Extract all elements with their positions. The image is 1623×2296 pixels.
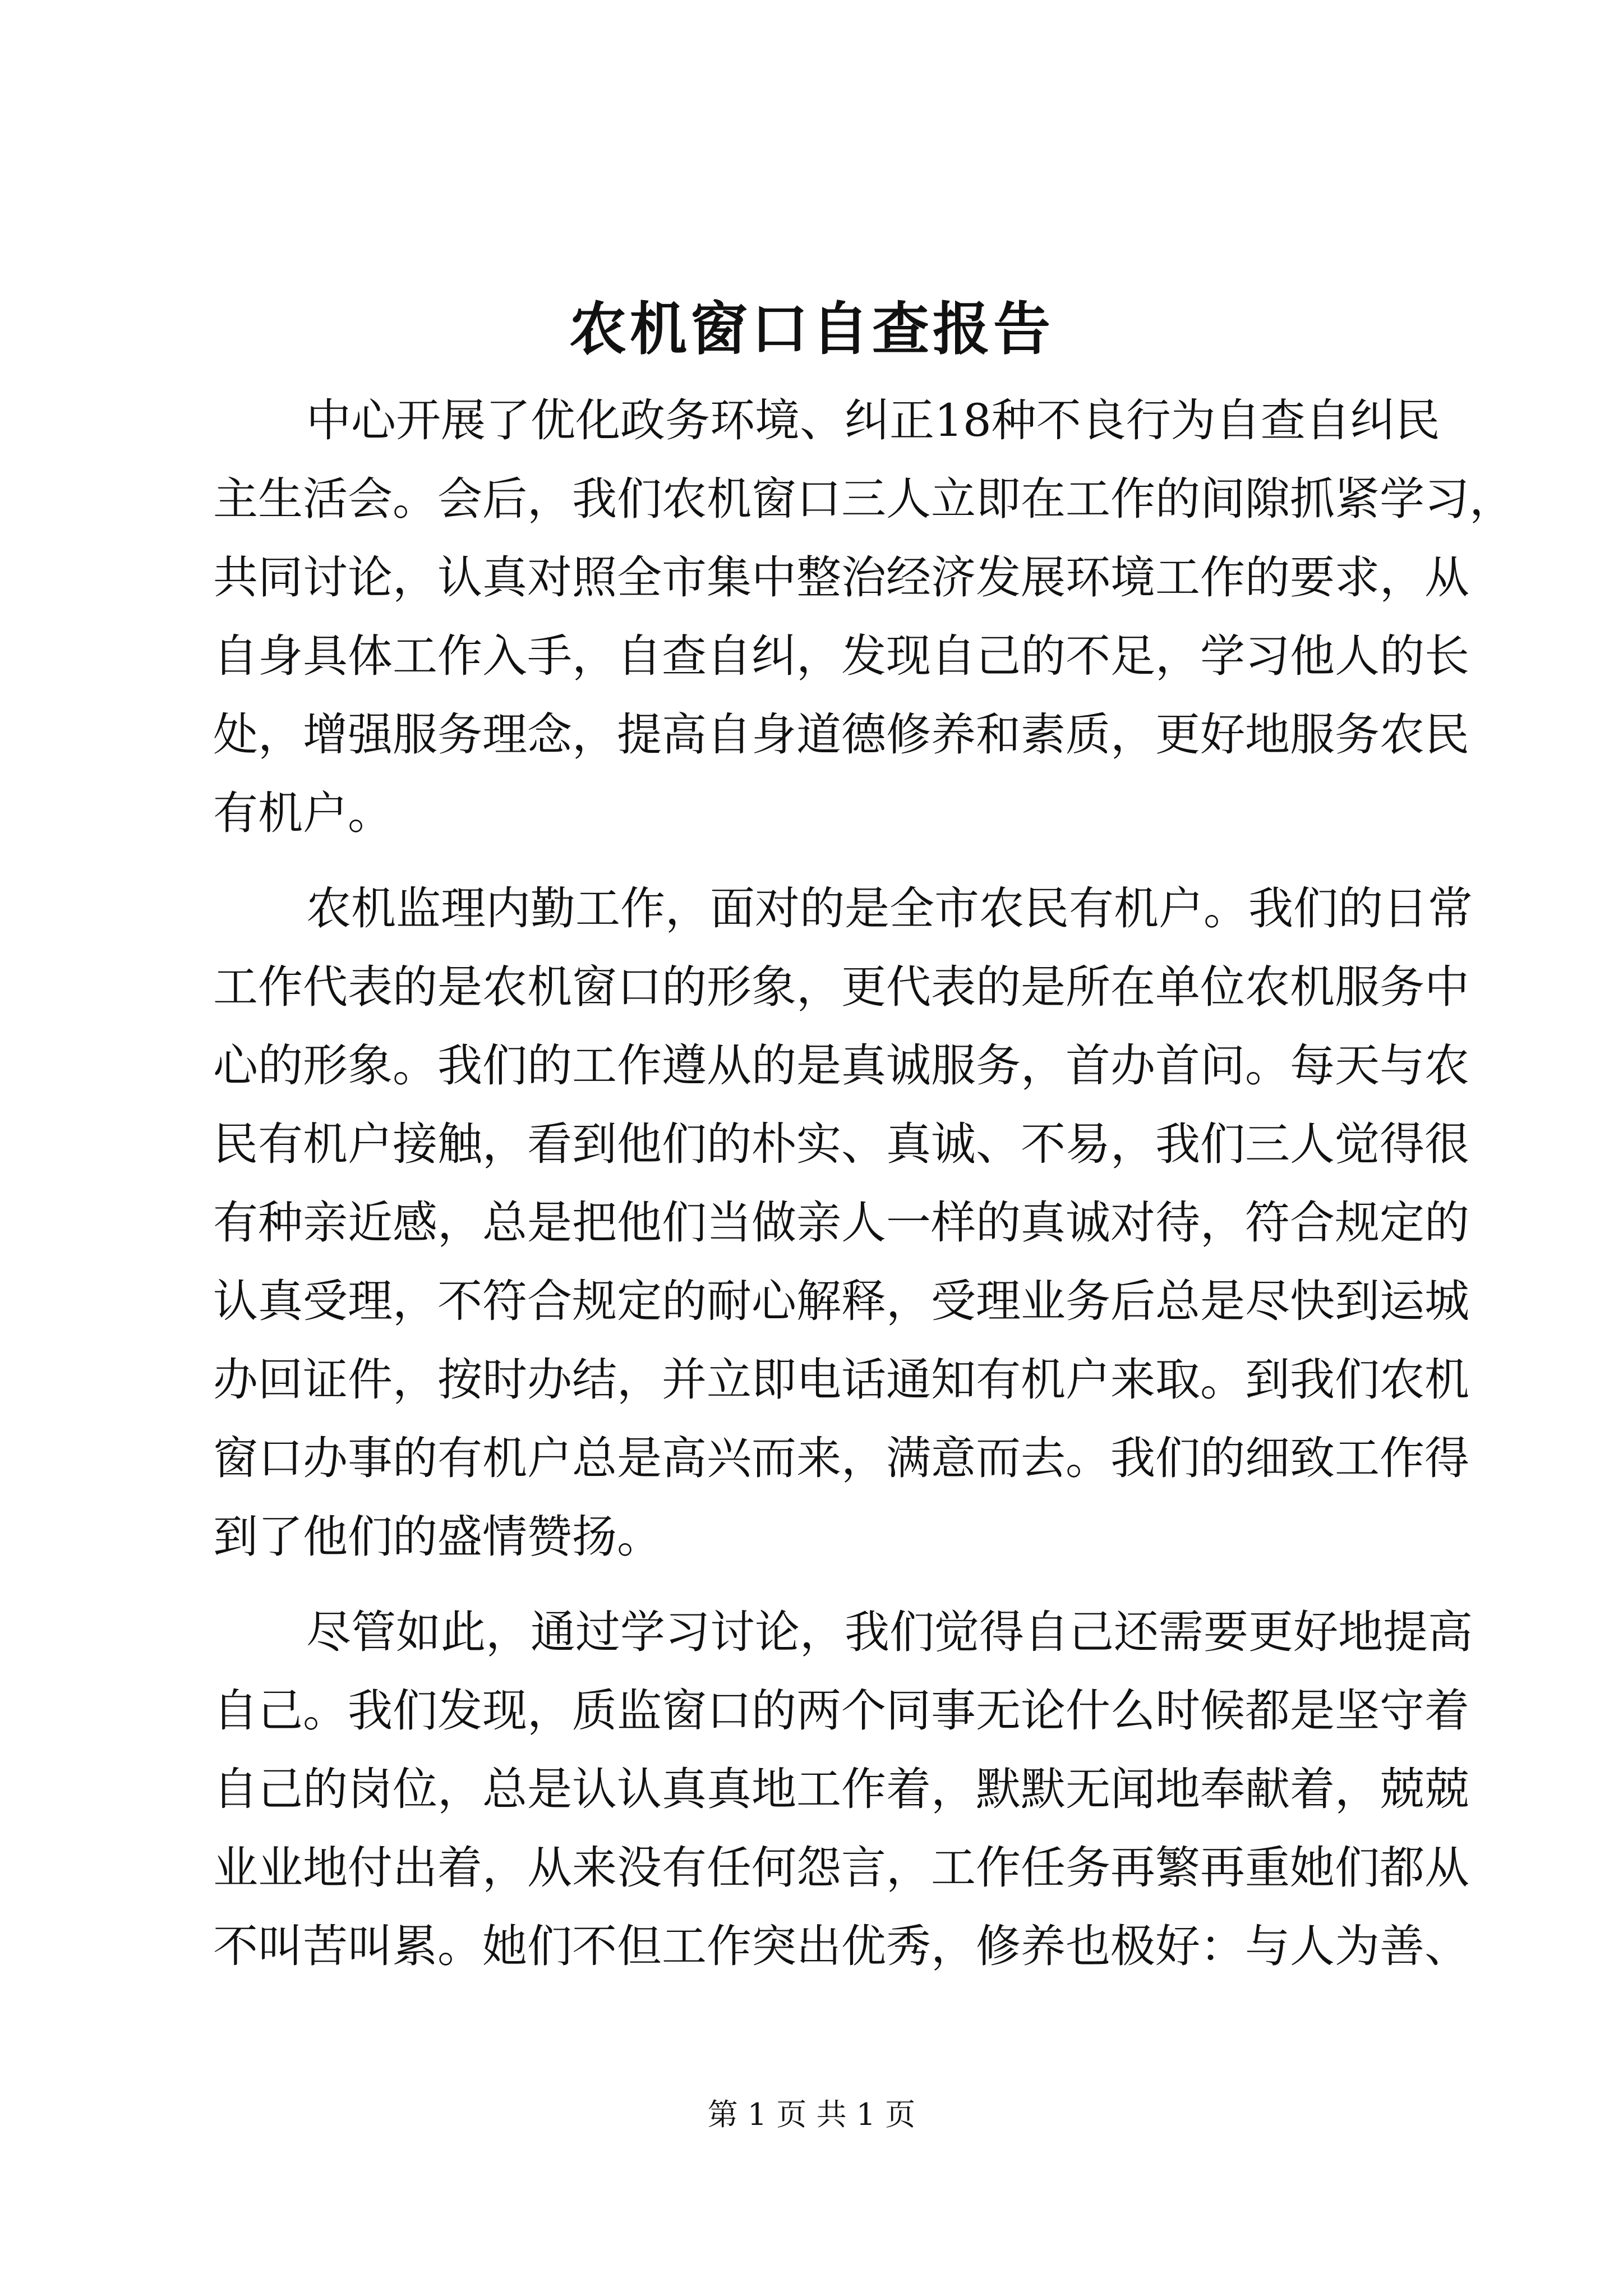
document-body <box>213 381 1514 1986</box>
paragraph-line: 自己。我们发现，质监窗口的两个同事无论什么时候都是坚守着 <box>213 1685 1469 1737</box>
paragraph-line: 认真受理，不符合规定的耐心解释，受理业务后总是尽快到运城 <box>213 1275 1469 1327</box>
paragraph-line: 有种亲近感，总是把他们当做亲人一样的真诚对待，符合规定的 <box>213 1197 1469 1249</box>
paragraph-line: 心的形象。我们的工作遵从的是真诚服务，首办首问。每天与农 <box>213 1039 1469 1092</box>
paragraph-line: 农机监理内勤工作，面对的是全市农民有机户。我们的日常 <box>306 882 1473 935</box>
paragraph-line: 处，增强服务理念，提高自身道德修养和素质，更好地服务农民 <box>213 708 1469 761</box>
paragraph-line: 自己的岗位，总是认认真真地工作着，默默无闻地奉献着，兢兢 <box>213 1763 1469 1815</box>
paragraph-line: 自身具体工作入手，自查自纠，发现自己的不足，学习他人的长 <box>213 630 1469 682</box>
paragraph-line: 到了他们的盛情赞扬。 <box>213 1511 662 1563</box>
paragraph-line: 尽管如此，通过学习讨论，我们觉得自己还需要更好地提高 <box>306 1606 1473 1658</box>
paragraph-line: 民有机户接触，看到他们的朴实、真诚、不易，我们三人觉得很 <box>213 1118 1469 1170</box>
paragraph-line: 业业地付出着，从来没有任何怨言，工作任务再繁再重她们都从 <box>213 1842 1469 1894</box>
document-title: 农机窗口自查报告 <box>569 296 1054 363</box>
paragraph-line: 主生活会。会后，我们农机窗口三人立即在工作的间隙抓紧学习， <box>213 473 1514 525</box>
paragraph-line: 中心开展了优化政务环境、纠正18种不良行为自查自纠民 <box>306 394 1440 447</box>
paragraph-line: 有机户。 <box>213 787 393 839</box>
paragraph-line: 办回证件，按时办结，并立即电话通知有机户来取。到我们农机 <box>213 1354 1469 1406</box>
paragraph-line: 工作代表的是农机窗口的形象，更代表的是所在单位农机服务中 <box>213 961 1469 1013</box>
page-footer: 第 1 页 共 1 页 <box>707 2097 916 2132</box>
paragraph-line: 共同讨论，认真对照全市集中整治经济发展环境工作的要求，从 <box>213 551 1469 604</box>
paragraph-line: 不叫苦叫累。她们不但工作突出优秀，修养也极好：与人为善、 <box>213 1920 1469 1972</box>
paragraph-line: 窗口办事的有机户总是高兴而来，满意而去。我们的细致工作得 <box>213 1432 1469 1484</box>
